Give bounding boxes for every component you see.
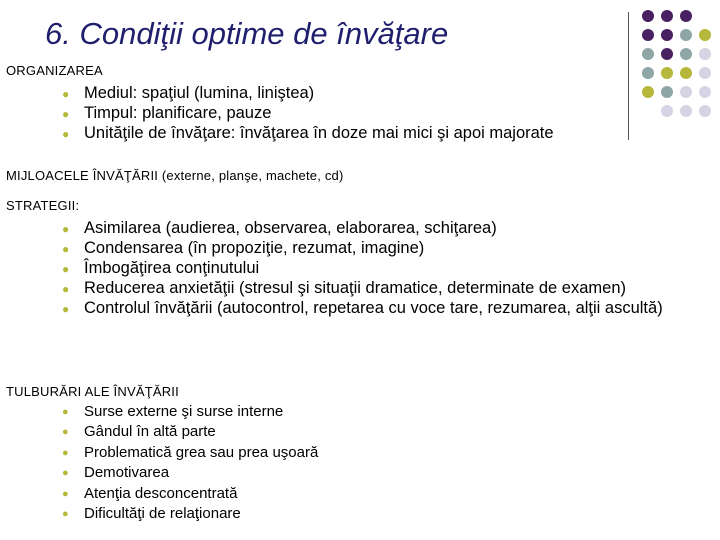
bullet-icon: ● — [62, 508, 69, 521]
list-item: ● Controlul învăţării (autocontrol, repetarea cu voce tare, rezumarea, alţii ascultă) — [62, 299, 663, 317]
dot-purple — [680, 10, 692, 22]
bullet-icon: ● — [62, 487, 69, 500]
dot-lavender — [680, 86, 692, 98]
list-item: ● Unităţile de învăţare: învăţarea în doze mai mici şi apoi majorate — [62, 124, 554, 142]
tulburari-list — [62, 402, 562, 524]
dot-lavender — [699, 86, 711, 98]
list-item: ● Condensarea (în propoziţie, rezumat, imagine) — [62, 239, 425, 257]
dot-olive — [699, 29, 711, 41]
strategii-list — [62, 218, 677, 318]
list-item: ● Atenţia desconcentrată — [62, 484, 562, 504]
list-item: ● Surse externe şi surse interne — [62, 402, 562, 422]
dot-teal — [642, 67, 654, 79]
list-item: ● Mediul: spaţiul (lumina, liniştea) — [62, 84, 315, 102]
list-item: ● Timpul: planificare, pauze — [62, 104, 272, 122]
dot-teal — [642, 48, 654, 60]
bullet-icon: ● — [62, 446, 69, 459]
list-item: ● Dificultăţi de relaţionare — [62, 504, 562, 524]
bullet-icon: ● — [62, 282, 70, 296]
bullet-icon: ● — [62, 87, 70, 101]
dot-olive — [680, 67, 692, 79]
dot-lavender — [680, 105, 692, 117]
dot-purple — [661, 48, 673, 60]
bullet-icon: ● — [62, 467, 69, 480]
dot-lavender — [661, 105, 673, 117]
list-item: ● Problematică grea sau prea uşoară — [62, 443, 562, 463]
slide-title: 6. Condiţii optime de învăţare — [45, 16, 449, 51]
list-item: ● Îmbogăţirea conţinutului — [62, 259, 260, 277]
bullet-icon: ● — [62, 242, 70, 256]
dot-olive — [661, 67, 673, 79]
bullet-icon: ● — [62, 302, 70, 316]
list-item: ● Demotivarea — [62, 463, 562, 483]
bullet-icon: ● — [62, 262, 70, 276]
dot-teal — [680, 29, 692, 41]
dot-purple — [642, 29, 654, 41]
dot-purple — [661, 29, 673, 41]
dot-lavender — [699, 48, 711, 60]
bullet-icon: ● — [62, 127, 70, 141]
bullet-icon: ● — [62, 107, 70, 121]
section-heading-organizarea: ORGANIZAREA — [6, 63, 103, 78]
list-item: ● Gândul în altă parte — [62, 422, 562, 442]
dot-lavender — [699, 105, 711, 117]
section-heading-strategii: STRATEGII: — [6, 198, 80, 213]
dot-lavender — [699, 67, 711, 79]
dot-purple — [642, 10, 654, 22]
bullet-icon: ● — [62, 222, 70, 236]
section-heading-mijloacele: MIJLOACELE ÎNVĂŢĂRII (externe, planşe, machete, cd) — [6, 168, 344, 183]
list-item: ● Asimilarea (audierea, observarea, elaborarea, schiţarea) — [62, 219, 497, 237]
organizarea-list — [62, 83, 662, 143]
list-item: ● Reducerea anxietăţii (stresul şi situaţii dramatice, determinate de examen) — [62, 279, 627, 297]
dot-teal — [661, 86, 673, 98]
bullet-icon: ● — [62, 426, 69, 439]
dot-purple — [661, 10, 673, 22]
bullet-icon: ● — [62, 406, 69, 418]
section-heading-tulburari: TULBURĂRI ALE ÎNVĂŢĂRII — [6, 384, 179, 399]
dot-teal — [680, 48, 692, 60]
